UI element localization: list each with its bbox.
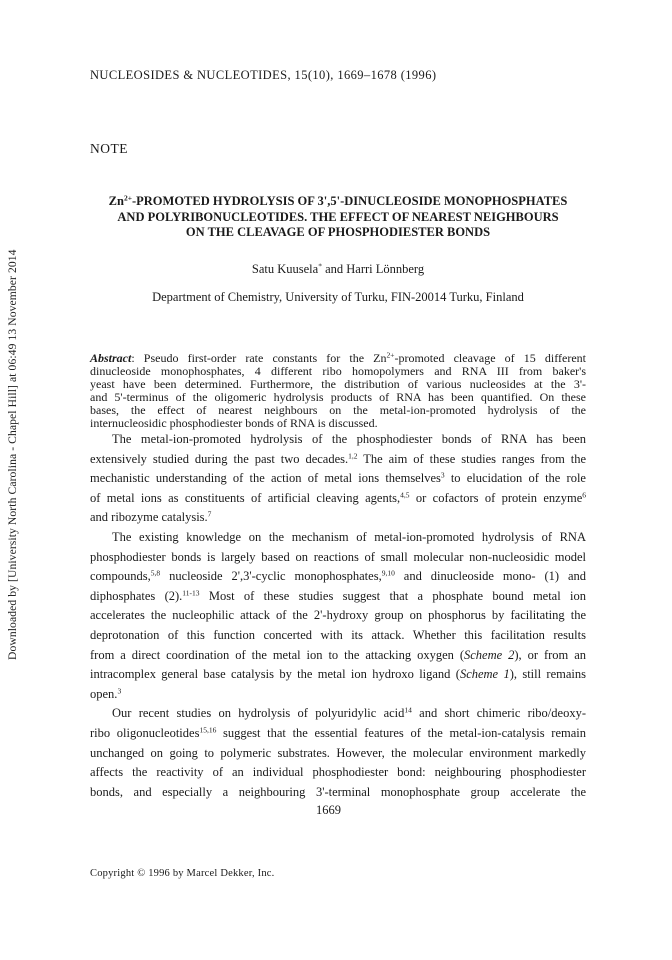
author-line: Satu Kuusela* and Harri Lönnberg [251,261,425,276]
download-watermark: Downloaded by [University North Carolina - Chapel Hill] at 06:49 13 November 2014 [6,249,19,660]
abstract-line: bases, the effect of nearest neighbours on the metal-ion-promoted hydrolysis of the [90,402,586,417]
title-line-2: AND POLYRIBONUCLEOTIDES. THE EFFECT OF NEAREST NEIGHBOURS [117,209,559,224]
body-line: ribo oligonucleotides$^{15,16}$ suggest that the essential features of the metal-ion-catalysis remain [90,725,586,740]
corresponding-mark: * [318,261,322,271]
body-line: accelerates the nucleophilic attack of the 2'-hydroxy group on phosphorus by facilitating the [90,608,586,623]
body-line: intracomplex general base catalysis by the metal ion hydroxo ligand (Scheme 1), still remains [90,667,586,682]
body-line: compounds,$^{5,8}$ nucleoside 2',3'-cyclic monophosphates,$^{9,10}$ and dinucleoside mono- (1) and [90,568,587,584]
body-line: unchanged on going to polymeric substrates. However, the molecular environment markedly [90,745,586,760]
section-label: NOTE [90,141,128,156]
abstract-label: Abstract [90,351,132,365]
author-2: Harri Lönnberg [346,262,425,276]
abstract-line: and 5'-terminus of the oligomeric hydrolysis products of RNA has been quantified. On these [90,389,586,404]
title-line-3: ON THE CLEAVAGE OF PHOSPHODIESTER BONDS [185,225,491,240]
affiliation: Department of Chemistry, University of Turku, FIN-20014 Turku, Finland [152,290,524,304]
article-title [90,194,586,241]
body-line: The metal-ion-promoted hydrolysis of the phosphodiester bonds of RNA has been [112,432,586,446]
body-line: open.$^3$ [90,686,122,701]
abstract-line: dinucleoside monophosphates, 4 different ribo homopolymers and RNA III from baker's [90,363,586,378]
body-line: and ribozyme catalysis.$^7$ [90,509,212,525]
journal-header: NUCLEOSIDES & NUCLEOTIDES, 15(10), 1669–1678 (1996) [90,68,437,82]
body-line: from a direct coordination of the metal ion to the attacking oxygen (Scheme 2), or from an [90,647,587,662]
body-line: mechanistic understanding of the action of metal ions themselves$^3$ to elucidation of the role [90,470,586,486]
body-text [90,430,586,802]
body-line: The existing knowledge on the mechanism of metal-ion-promoted hydrolysis of RNA [112,529,586,544]
body-line: diphosphates (2).$^{11-13}$ Most of these studies suggest that a phosphate bound metal ion [90,588,586,603]
body-line: phosphodiester bonds is largely based on reactions of small molecular non-nucleosidic model [90,549,586,564]
body-line: bonds, and especially a neighbouring 3'-terminal monophosphate group accelerate the [90,784,586,799]
body-line: affects the reactivity of an individual phosphodiester bond: neighbouring phosphodiester [90,765,586,780]
author-1: Satu Kuusela [251,262,319,276]
copyright-notice: Copyright © 1996 by Marcel Dekker, Inc. [90,868,275,879]
page-number: 1669 [316,803,341,817]
abstract-line: internucleosidic phosphodiester bonds of RNA is discussed. [90,415,378,430]
body-line: of metal ions as constituents of artificial cleaving agents,$^{4,5}$ or cofactors of protein enzyme$^6$ [90,490,586,505]
abstract-line: yeast have been determined. Furthermore, the distribution of various nucleosides at the 3'- [90,376,586,391]
abstract [90,352,586,429]
abstract-line: Abstract: Pseudo first-order rate constants for the $Zn^{2+}$-promoted cleavage of 15 different [90,350,586,365]
body-line: extensively studied during the past two decades.$^{1,2}$ The aim of these studies ranges from the [90,451,587,466]
body-line: deprotonation of this function concerted with its attack. Whether this facilitation results [90,627,586,642]
body-line: Our recent studies on hydrolysis of polyuridylic acid$^{14}$ and short chimeric ribo/deoxy- [112,705,586,721]
title-line-1: $Zn^{2+}$-PROMOTED HYDROLYSIS OF 3',5'-DINUCLEOSIDE MONOPHOSPHATES [108,193,568,208]
